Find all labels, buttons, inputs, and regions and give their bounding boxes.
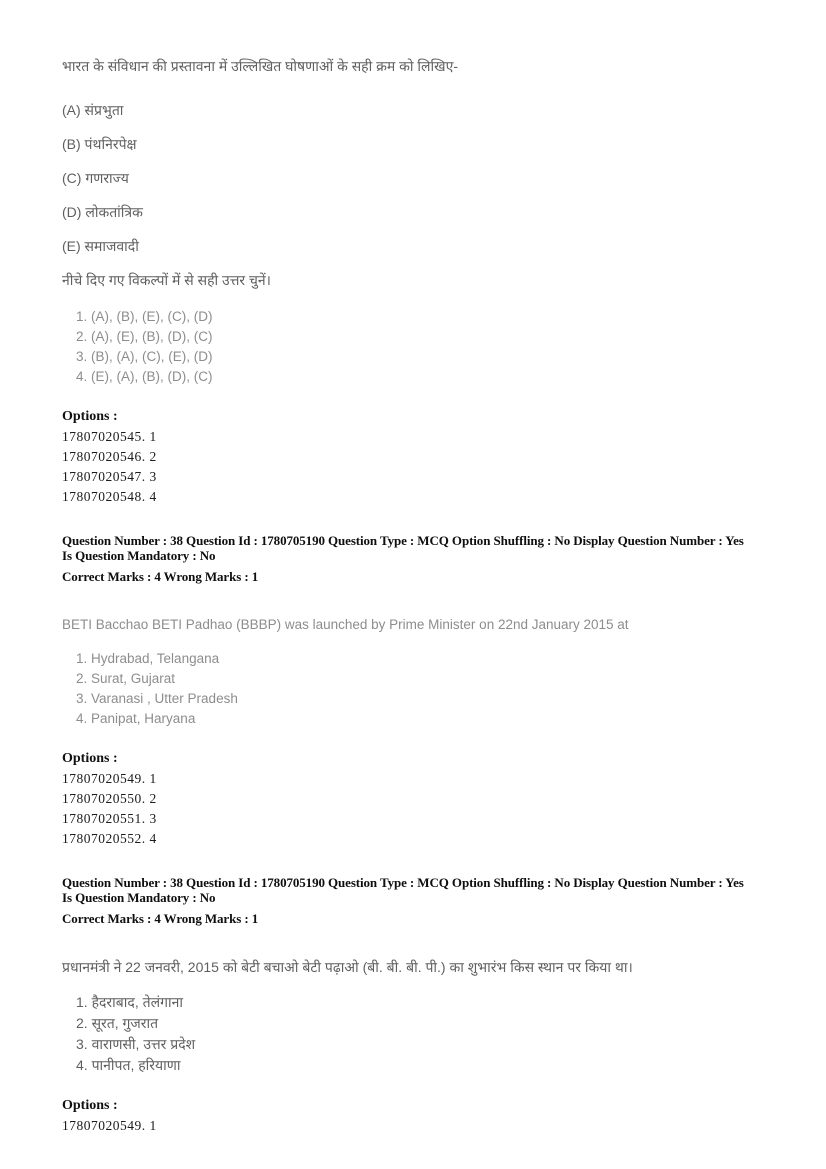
option-id: 17807020547. 3 (62, 469, 157, 484)
question-meta-line: Question Number : 38 Question Id : 1780705190 Question Type : MCQ Option Shuffling : No Display Question Number : Yes (62, 875, 744, 890)
answer-choice-2: 2. (A), (E), (B), (D), (C) (76, 329, 213, 344)
answer-choice-1: 1. (A), (B), (E), (C), (D) (76, 309, 213, 324)
options-label: Options : (62, 751, 118, 766)
option-id: 17807020550. 2 (62, 791, 157, 806)
question-marks-line: Correct Marks : 4 Wrong Marks : 1 (62, 569, 259, 584)
lettered-option-a: (A) संप्रभुता (62, 102, 124, 118)
option-id: 17807020548. 4 (62, 489, 157, 504)
option-id: 17807020552. 4 (62, 831, 157, 846)
question-meta-line: Is Question Mandatory : No (62, 890, 216, 905)
answer-choices (62, 994, 786, 1073)
options-id-block (62, 1096, 786, 1136)
option-id: 17807020549. 1 (62, 771, 157, 786)
question-block-bbbp-hindi (62, 959, 786, 1073)
lettered-option-e: (E) समाजवादी (62, 238, 139, 254)
options-id-block (62, 749, 786, 849)
answer-choices (62, 651, 786, 726)
question-text: प्रधानमंत्री ने 22 जनवरी, 2015 को बेटी बचाओ बेटी पढ़ाओ (बी. बी. बी. पी.) का शुभारंभ किस स्थान पर किया था। (62, 959, 633, 975)
option-id: 17807020549. 1 (62, 1118, 157, 1133)
answer-choice-4: 4. पानीपत, हरियाणा (76, 1057, 181, 1073)
options-label: Options : (62, 1098, 118, 1113)
question-meta (62, 875, 786, 926)
option-id: 17807020551. 3 (62, 811, 157, 826)
answer-choices (62, 309, 786, 384)
lettered-option-d: (D) लोकतांत्रिक (62, 204, 143, 220)
question-meta-line: Question Number : 38 Question Id : 1780705190 Question Type : MCQ Option Shuffling : No Display Question Number : Yes (62, 533, 744, 548)
option-id: 17807020546. 2 (62, 449, 157, 464)
question-meta (62, 533, 786, 584)
answer-choice-3: 3. (B), (A), (C), (E), (D) (76, 349, 213, 364)
answer-choice-1: 1. हैदराबाद, तेलंगाना (76, 994, 183, 1010)
question-block-preamble (62, 58, 786, 384)
question-text: भारत के संविधान की प्रस्तावना में उल्लिखित घोषणाओं के सही क्रम को लिखिए- (62, 58, 459, 74)
answer-choice-3: 3. वाराणसी, उत्तर प्रदेश (76, 1036, 196, 1052)
instruction-text: नीचे दिए गए विकल्पों में से सही उत्तर चुनें। (62, 272, 271, 288)
question-text: BETI Bacchao BETI Padhao (BBBP) was launched by Prime Minister on 22nd January 2015 at (62, 617, 629, 632)
question-marks-line: Correct Marks : 4 Wrong Marks : 1 (62, 911, 259, 926)
option-id: 17807020545. 1 (62, 429, 157, 444)
answer-choice-1: 1. Hydrabad, Telangana (76, 651, 220, 666)
answer-choice-4: 4. (E), (A), (B), (D), (C) (76, 369, 213, 384)
lettered-option-b: (B) पंथनिरपेक्ष (62, 136, 137, 152)
answer-choice-4: 4. Panipat, Haryana (76, 711, 196, 726)
answer-choice-2: 2. Surat, Gujarat (76, 671, 176, 686)
options-label: Options : (62, 409, 118, 424)
question-meta-line: Is Question Mandatory : No (62, 548, 216, 563)
answer-choice-3: 3. Varanasi , Utter Pradesh (76, 691, 238, 706)
options-id-block (62, 407, 786, 507)
lettered-option-c: (C) गणराज्य (62, 170, 129, 186)
question-block-bbbp-english (62, 617, 786, 726)
answer-choice-2: 2. सूरत, गुजरात (76, 1015, 159, 1031)
